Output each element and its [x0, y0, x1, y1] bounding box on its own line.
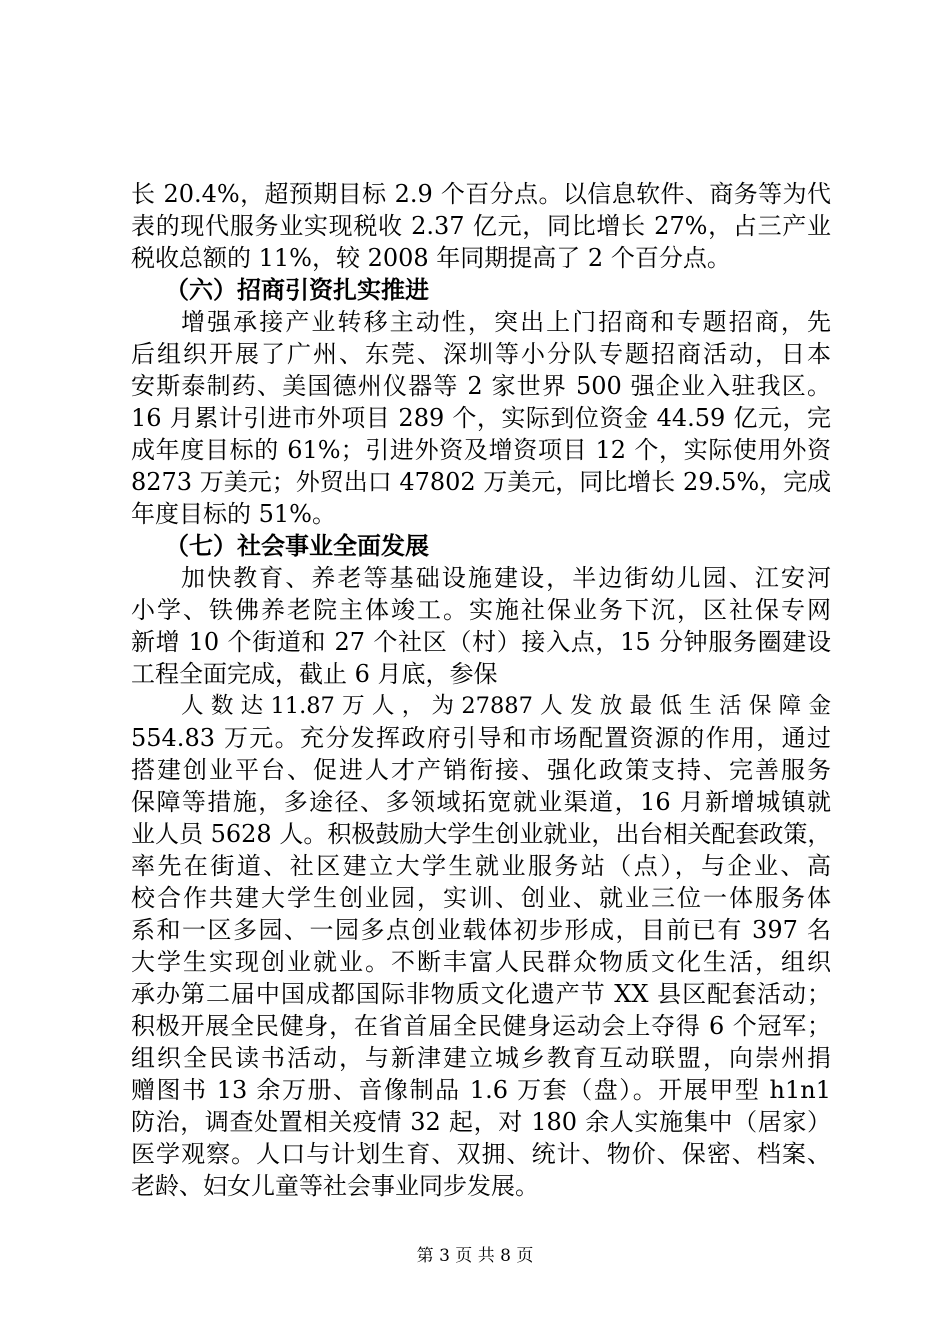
- text-line: 税收总额的 11%，较 2008 年同期提高了 2 个百分点。: [131, 244, 731, 272]
- text-line: 8273 万美元；外贸出口 47802 万美元，同比增长 29.5%，完成: [131, 468, 832, 496]
- text-line: 加快教育、养老等基础设施建设，半边街幼儿园、江安河: [181, 564, 831, 592]
- text-line: 医学观察。人口与计划生育、双拥、统计、物价、保密、档案、: [131, 1140, 831, 1168]
- text-line: 16 月累计引进市外项目 289 个，实际到位资金 44.59 亿元，完: [131, 404, 831, 432]
- text-line: 安斯泰制药、美国德州仪器等 2 家世界 500 强企业入驻我区。: [131, 372, 831, 400]
- text-line: 工程全面完成，截止 6 月底，参保: [131, 660, 498, 688]
- text-line: 搭建创业平台、促进人才产销衔接、强化政策支持、完善服务: [131, 756, 831, 784]
- text-line: 554.83 万元。充分发挥政府引导和市场配置资源的作用，通过: [131, 724, 831, 752]
- text-line: 积极开展全民健身，在省首届全民健身运动会上夺得 6 个冠军；: [131, 1012, 831, 1040]
- section-heading: （七）社会事业全面发展: [165, 531, 429, 560]
- text-line: 新增 10 个街道和 27 个社区（村）接入点，15 分钟服务圈建设: [131, 628, 831, 656]
- text-line: 老龄、妇女儿童等社会事业同步发展。: [131, 1172, 539, 1200]
- text-line: 后组织开展了广州、东莞、深圳等小分队专题招商活动，日本: [131, 340, 831, 368]
- text-line: 小学、铁佛养老院主体竣工。实施社保业务下沉，区社保专网: [131, 596, 831, 624]
- text-line: 保障等措施，多途径、多领域拓宽就业渠道，16 月新增城镇就: [131, 788, 831, 816]
- text-line: 人 数 达 11.87 万 人 ， 为 27887 人 发 放 最 低 生 活 保 障 金: [181, 693, 831, 719]
- text-line: 年度目标的 51%。: [131, 500, 336, 528]
- text-line: 大学生实现创业就业。不断丰富人民群众物质文化生活，组织: [131, 948, 831, 976]
- text-line: 业人员 5628 人。积极鼓励大学生创业就业，出台相关配套政策，: [131, 820, 832, 848]
- text-line: 赠图书 13 余万册、音像制品 1.6 万套（盘）。开展甲型 h1n1: [131, 1076, 831, 1104]
- text-line: 校合作共建大学生创业园，实训、创业、就业三位一体服务体: [131, 884, 831, 912]
- text-line: 率先在街道、社区建立大学生就业服务站（点），与企业、高: [131, 852, 831, 880]
- document-body: [131, 178, 831, 1202]
- text-line: 成年度目标的 61%；引进外资及增资项目 12 个，实际使用外资: [131, 436, 831, 464]
- text-line: 增强承接产业转移主动性，突出上门招商和专题招商，先: [181, 308, 831, 336]
- text-line: 防治，调查处置相关疫情 32 起，对 180 余人实施集中（居家）: [131, 1108, 831, 1136]
- text-line: 承办第二届中国成都国际非物质文化遗产节 XX 县区配套活动；: [131, 980, 831, 1008]
- text-line: 组织全民读书活动，与新津建立城乡教育互动联盟，向崇州捐: [131, 1044, 831, 1072]
- section-heading: （六）招商引资扎实推进: [165, 275, 429, 304]
- text-line: 长 20.4%，超预期目标 2.9 个百分点。以信息软件、商务等为代: [131, 180, 831, 208]
- text-line: 表的现代服务业实现税收 2.37 亿元，同比增长 27%，占三产业: [131, 212, 831, 240]
- text-line: 系和一区多园、一园多点创业载体初步形成，目前已有 397 名: [131, 916, 831, 944]
- page-number: 第 3 页 共 8 页: [416, 1246, 534, 1266]
